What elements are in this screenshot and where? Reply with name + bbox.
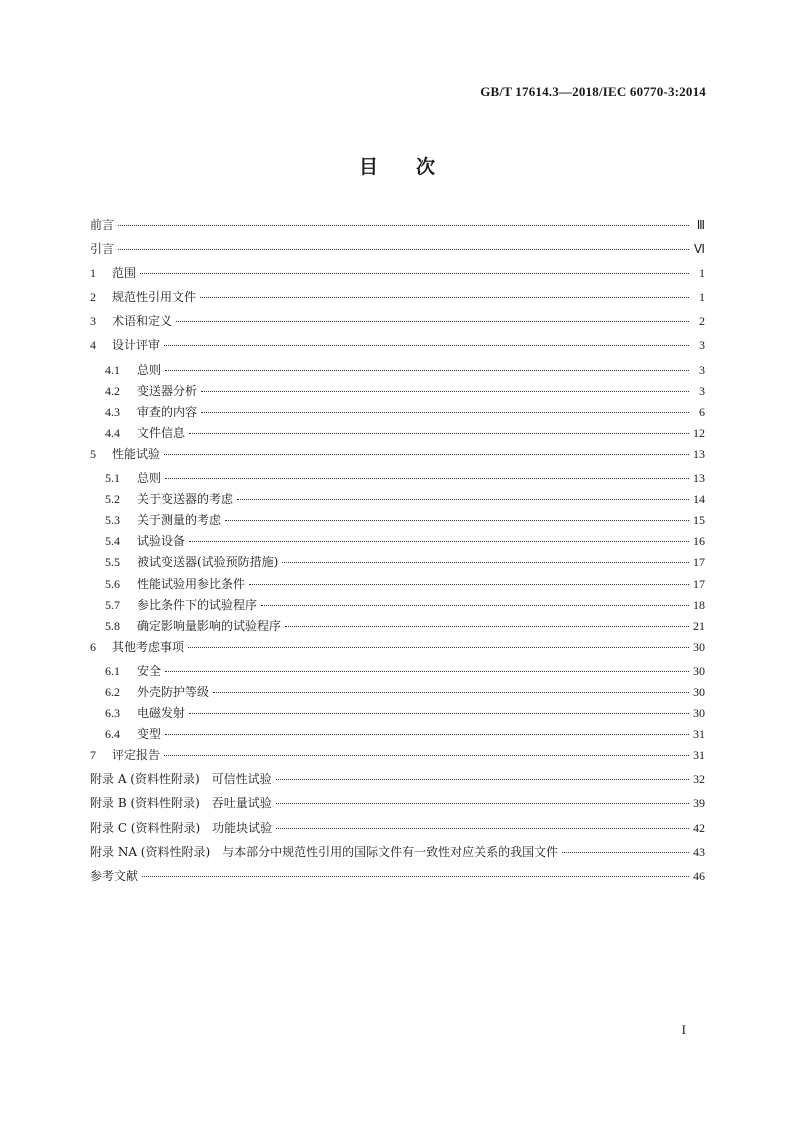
toc-entry-page: 15 [693,513,705,528]
toc-entry[interactable] [90,216,705,240]
toc-entry-label [90,288,196,305]
toc-entry-label [90,511,221,528]
toc-entry-title: 附录 C (资料性附录) 功能块试验 [90,820,273,835]
toc-entry-label [90,843,558,860]
toc-entry-number: 5.3 [105,513,120,528]
toc-entry-label [90,553,278,570]
toc-entry-page: 1 [699,290,705,305]
toc-entry-number: 5.4 [105,534,120,549]
toc-entry[interactable] [90,843,705,867]
toc-entry-title: 关于变送器的考虑 [137,492,234,507]
toc-dot-leader [118,225,689,226]
toc-entry-label [90,746,160,763]
toc-dot-leader [285,626,689,627]
toc-entry[interactable] [90,617,705,638]
toc-entry-number: 3 [90,314,96,329]
toc-entry[interactable] [90,240,705,264]
toc-entry[interactable] [90,575,705,596]
toc-entry-page: 3 [699,362,705,377]
toc-entry-page: 30 [693,639,705,654]
toc-entry[interactable] [90,264,705,288]
toc-entry-title: 总则 [137,471,162,486]
toc-dot-leader [189,433,689,434]
toc-entry-label [90,382,197,399]
toc-entry-page: 18 [693,597,705,612]
toc-dot-leader [213,692,689,693]
toc-entry-label [90,403,197,420]
toc-entry-title: 电磁发射 [137,706,186,721]
toc-entry[interactable] [90,469,705,490]
toc-entry-title: 附录 NA (资料性附录) 与本部分中规范性引用的国际文件有一致性对应关系的我国文件 [90,844,559,859]
toc-entry[interactable] [90,746,705,770]
toc-entry-title: 总则 [137,362,162,377]
toc-entry[interactable] [90,867,705,891]
toc-entry-title: 评定报告 [112,748,161,763]
toc-entry-page: 43 [693,844,705,859]
toc-entry-title: 附录 B (资料性附录) 吞吐量试验 [90,796,272,811]
toc-entry-page: 21 [693,618,705,633]
toc-entry-page: 46 [693,868,705,883]
toc-entry-label [90,490,233,507]
toc-entry-label [90,638,184,655]
page-number: I [681,1022,686,1037]
toc-dot-leader [282,562,689,563]
toc-entry[interactable] [90,424,705,445]
toc-entry-label [90,819,272,836]
toc-entry-title: 外壳防护等级 [137,684,210,699]
toc-entry-number: 4.2 [105,383,120,398]
toc-entry-number: 4.1 [105,362,120,377]
toc-dot-leader [142,876,689,877]
toc-entry-page: 3 [699,338,705,353]
toc-entry-title: 术语和定义 [112,314,173,329]
toc-entry-title: 引言 [90,242,115,257]
toc-entry-number: 7 [90,748,96,763]
toc-entry[interactable] [90,662,705,683]
toc-entry-label [90,617,281,634]
toc-entry-label [90,424,185,441]
standard-code-header: GB/T 17614.3—2018/IEC 60770-3:2014 [480,84,706,99]
toc-entry-number: 4 [90,338,96,353]
toc-entry-number: 5.2 [105,492,120,507]
toc-entry-number: 5.6 [105,576,120,591]
toc-dot-leader [118,249,689,250]
toc-entry-label [90,336,160,353]
toc-entry-number: 6.2 [105,684,120,699]
toc-entry-page: 42 [693,820,705,835]
toc-dot-leader [562,852,689,853]
table-of-contents [90,216,705,891]
toc-dot-leader [225,520,689,521]
toc-dot-leader [165,671,689,672]
toc-entry-title: 附录 A (资料性附录) 可信性试验 [90,772,272,787]
toc-dot-leader [165,478,689,479]
toc-entry-number: 6.4 [105,727,120,742]
toc-dot-leader [276,828,689,829]
toc-entry[interactable] [90,490,705,511]
toc-entry-number: 6.1 [105,663,120,678]
toc-entry-label [90,445,160,462]
toc-entry-number: 1 [90,266,96,281]
toc-entry-label [90,770,272,787]
toc-entry-page: 3 [699,383,705,398]
toc-entry-title: 性能试验 [112,446,161,461]
toc-entry-page: 30 [693,684,705,699]
toc-entry-page: 2 [699,314,705,329]
toc-entry[interactable] [90,704,705,725]
toc-entry-page: 13 [693,446,705,461]
toc-entry-page: 31 [693,748,705,763]
toc-dot-leader [164,755,689,756]
toc-entry-title: 参比条件下的试验程序 [137,597,258,612]
toc-entry-page: 14 [693,492,705,507]
toc-entry-label [90,264,136,281]
toc-dot-leader [165,734,689,735]
toc-entry-title: 文件信息 [137,425,186,440]
toc-entry-page: 31 [693,727,705,742]
toc-entry-number: 4.3 [105,404,120,419]
toc-entry[interactable] [90,638,705,662]
toc-entry[interactable] [90,683,705,704]
toc-dot-leader [176,321,689,322]
toc-dot-leader [201,412,689,413]
toc-entry-page: 17 [693,576,705,591]
toc-dot-leader [200,297,689,298]
toc-entry-label [90,361,161,378]
toc-entry-title: 关于测量的考虑 [137,513,222,528]
toc-entry-label [90,867,138,884]
toc-entry-page: 1 [699,266,705,281]
toc-dot-leader [164,345,689,346]
toc-entry[interactable] [90,725,705,746]
toc-entry-page: 39 [693,796,705,811]
toc-entry-page: 32 [693,772,705,787]
toc-dot-leader [201,391,689,392]
toc-entry-number: 6.3 [105,706,120,721]
toc-entry-label [90,216,114,233]
toc-dot-leader [165,370,689,371]
toc-entry-title: 审查的内容 [137,404,198,419]
toc-entry-title: 前言 [90,218,115,232]
toc-entry[interactable] [90,382,705,403]
toc-entry-label [90,683,209,700]
toc-entry[interactable] [90,511,705,532]
toc-entry-label [90,312,172,329]
toc-entry-label [90,532,185,549]
toc-entry-title: 试验设备 [137,534,186,549]
toc-entry-title: 其他考虑事项 [112,639,185,654]
toc-entry[interactable] [90,445,705,469]
toc-entry-label [90,725,161,742]
toc-entry-page: 6 [699,404,705,419]
toc-entry-title: 参考文献 [90,868,139,883]
toc-entry[interactable] [90,553,705,574]
toc-entry-title: 变型 [137,727,162,742]
toc-entry[interactable] [90,794,705,818]
toc-entry-label [90,469,161,486]
toc-entry[interactable] [90,532,705,553]
toc-entry-title: 被试变送器(试验预防措施) [137,555,279,570]
toc-entry-page: 17 [693,555,705,570]
toc-dot-leader [249,584,689,585]
toc-entry-page: Ⅵ [693,242,705,257]
toc-entry-title: 范围 [112,266,137,281]
toc-entry-page: 12 [693,425,705,440]
toc-entry-label [90,794,272,811]
toc-entry[interactable] [90,361,705,382]
toc-entry-number: 2 [90,290,96,305]
toc-entry-label [90,575,245,592]
toc-entry-page: Ⅲ [696,218,705,232]
toc-dot-leader [237,499,689,500]
toc-entry-number: 5.1 [105,471,120,486]
toc-dot-leader [188,647,689,648]
toc-entry[interactable] [90,403,705,424]
toc-dot-leader [189,713,689,714]
toc-entry-title: 性能试验用参比条件 [137,576,246,591]
toc-entry-title: 规范性引用文件 [112,290,197,305]
toc-entry-label [90,596,257,613]
toc-dot-leader [140,273,689,274]
toc-dot-leader [189,541,689,542]
toc-entry-number: 5.5 [105,555,120,570]
toc-entry-number: 6 [90,639,96,654]
toc-entry-number: 5.8 [105,618,120,633]
toc-entry-number: 4.4 [105,425,120,440]
toc-entry-number: 5.7 [105,597,120,612]
toc-dot-leader [276,779,689,780]
toc-entry[interactable] [90,312,705,336]
toc-dot-leader [276,803,689,804]
toc-entry-label [90,662,161,679]
toc-entry-title: 变送器分析 [137,383,198,398]
toc-dot-leader [164,454,689,455]
page-title: 目 次 [358,156,435,178]
toc-entry-title: 安全 [137,663,162,678]
toc-entry-label [90,240,114,257]
toc-entry[interactable] [90,336,705,360]
toc-entry-page: 13 [693,471,705,486]
toc-entry[interactable] [90,819,705,843]
toc-entry[interactable] [90,770,705,794]
toc-entry-page: 16 [693,534,705,549]
toc-entry-page: 30 [693,706,705,721]
toc-entry-label [90,704,185,721]
toc-entry[interactable] [90,596,705,617]
toc-entry[interactable] [90,288,705,312]
toc-entry-title: 设计评审 [112,338,161,353]
toc-entry-number: 5 [90,446,96,461]
toc-entry-title: 确定影响量影响的试验程序 [137,618,282,633]
toc-dot-leader [261,605,689,606]
toc-entry-page: 30 [693,663,705,678]
